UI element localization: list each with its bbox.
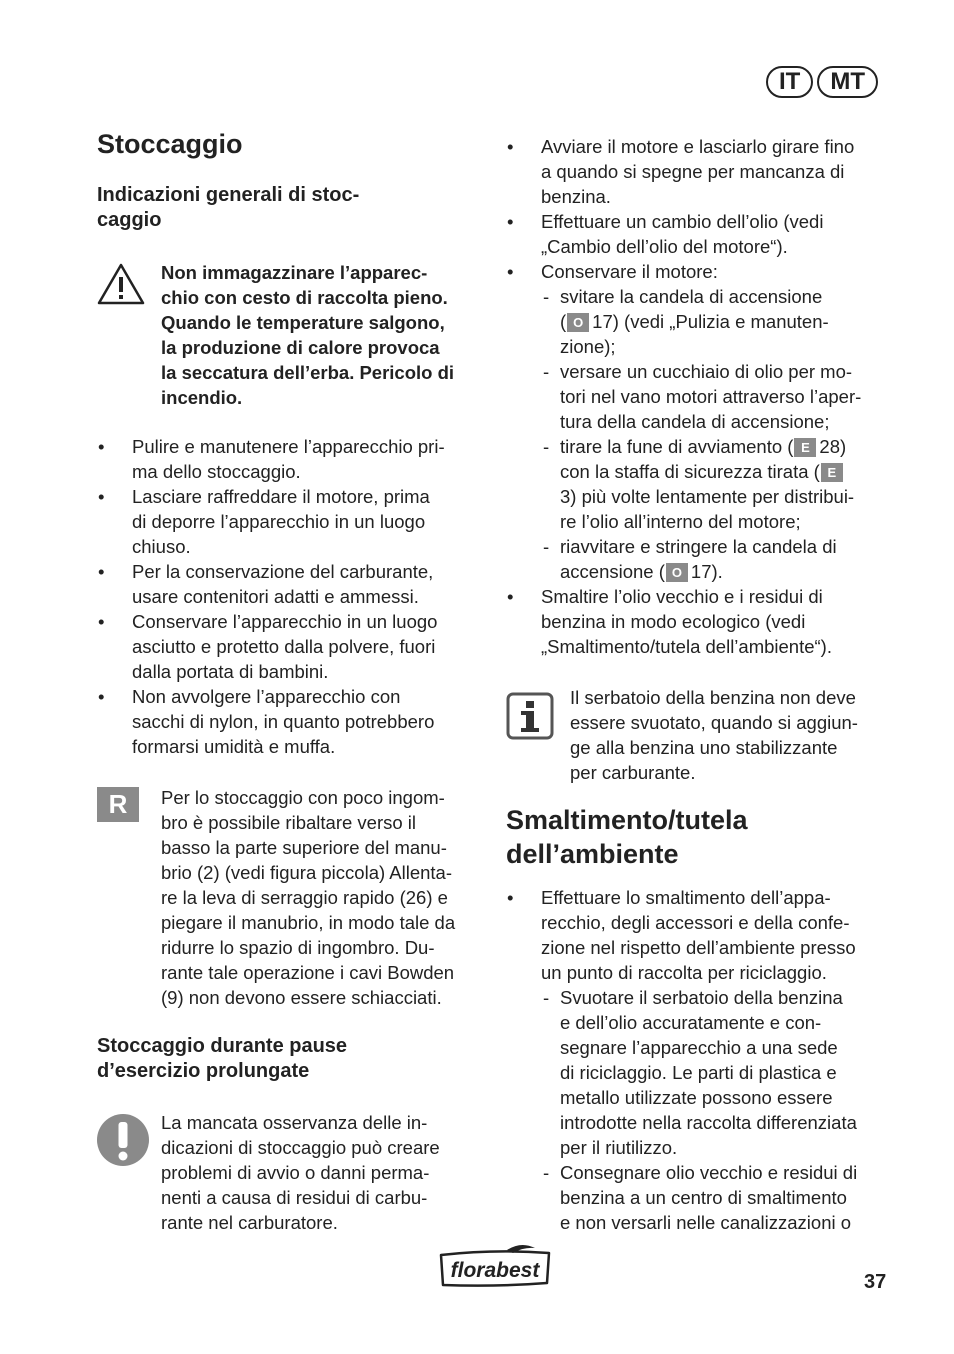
subsection-long-pause: Stoccaggio durante pause d’esercizio prolungate [97, 1035, 348, 1082]
list-item: • Smaltire l’olio vecchio e i residui di benzina in modo ecologico (vedi „Smaltimento/tutela dell’ambiente“). [506, 584, 906, 659]
section-title-disposal: Smaltimento/tutela dell’ambiente [506, 805, 748, 869]
sub-list-item: - Svuotare il serbatoio della benzina e dell’olio accuratamente e con- segnare l’apparecchio a una sede di riciclaggio. Le parti di plastica e metallo utilizzate possono essere introdotte nella raccolta differenziata per il riutilizzo. [541, 985, 906, 1160]
list-item: • Non avvolgere l’apparecchio con sacchi di nylon, in quanto potrebbero formarsi umidità e muffa. [97, 684, 487, 759]
engine-sub-list [541, 284, 906, 584]
tip-text: Per lo stoccaggio con poco ingom- bro è possibile ribaltare verso il basso la parte superiore del manu- brio (2) (vedi figura piccola) Allenta- re la leva di serraggio rapido (26) e piegare il manubrio, in modo tale da ridurre lo spazio di ingombro. Du- rante tale operazione i cavi Bowden (9) non devono essere schiacciati. [161, 787, 456, 1008]
list-item: • Effettuare un cambio dell’olio (vedi „Cambio dell’olio del motore“). [506, 209, 906, 259]
disposal-bullet-list [506, 885, 906, 1235]
list-item: • Avviare il motore e lasciarlo girare fino a quando si spegne per mancanza di benzina. [506, 134, 906, 209]
florabest-logo [437, 1243, 553, 1296]
figure-ref-badge: O [567, 313, 589, 332]
sub-list-item: - versare un cucchiaio di olio per mo- tori nel vano motori attraverso l’aper- tura della candela di accensione; [541, 359, 906, 434]
info-text: Il serbatoio della benzina non deve essere svuotato, quando si aggiun- ge alla benzina uno stabilizzante per carburante. [570, 687, 858, 783]
list-item: • Per la conservazione del carburante, usare contenitori adatti e ammessi. [97, 559, 487, 609]
r-tip-icon: R [97, 787, 139, 822]
list-item: • Effettuare lo smaltimento dell’appa- recchio, degli accessori e della confe- zione nel rispetto dell’ambiente presso un punto di raccolta per riciclaggio. - Svuotare il serbatoio della benzina e dell’olio accuratamente e con- segnare l’apparecchio a una sede di riciclaggio. Le parti di plastica e metallo utilizzate possono essere introdotte nella raccolta differenziata per il riutilizzo. - Consegnare olio vecchio e residui di benzina a un centro di smaltimento e non versarli nelle canalizzazioni o [506, 885, 906, 1235]
warning-triangle-icon [97, 262, 145, 311]
lang-it: IT [766, 66, 813, 98]
list-item: • Conservare l’apparecchio in un luogo asciutto e protetto dalla polvere, fuori dalla portata di bambini. [97, 609, 487, 684]
figure-ref-badge: O [666, 563, 688, 582]
list-item-label: Conservare il motore: [541, 261, 718, 282]
sub-list-item: - svitare la candela di accensione ( O 17) (vedi „Pulizia e manuten- zione); [541, 284, 906, 359]
figure-ref-badge: E [821, 463, 843, 482]
language-tags [766, 66, 878, 98]
list-item: • Lasciare raffreddare il motore, prima di deporre l’apparecchio in un luogo chiuso. [97, 484, 487, 559]
section-title-stoccaggio: Stoccaggio [97, 129, 243, 159]
caution-exclamation-icon [96, 1113, 150, 1172]
subsection-general: Indicazioni generali di stoc- caggio [97, 184, 360, 231]
sub-list-item: - Consegnare olio vecchio e residui di benzina a un centro di smaltimento e non versarli nelle canalizzazioni o [541, 1160, 906, 1235]
caution-text: La mancata osservanza delle in- dicazioni di stoccaggio può creare problemi di avvio o danni perma- nenti a causa di residui di carbu- rante nel carburatore. [161, 1112, 440, 1233]
list-item [506, 259, 906, 584]
info-icon [506, 692, 554, 745]
warning-text: Non immagazzinare l’apparec- chio con cesto di raccolta pieno. Quando le temperature salgono, la produzione di calore provoca la seccatura dell’erba. Pericolo di incendio. [161, 262, 455, 408]
storage-bullet-list [97, 434, 487, 759]
svg-text:florabest: florabest [450, 1259, 540, 1282]
sub-list-item: - riavvitare e stringere la candela di accensione ( O 17). [541, 534, 906, 584]
lang-mt: MT [817, 66, 878, 98]
list-item: • Pulire e manutenere l’apparecchio pri- ma dello stoccaggio. [97, 434, 487, 484]
disposal-sub-list [541, 985, 906, 1235]
page-number: 37 [864, 1271, 887, 1293]
sub-list-item: - tirare la fune di avviamento ( E 28) con la staffa di sicurezza tirata ( E 3) più volte lentamente per distribui- re l’olio all’interno del motore; [541, 434, 906, 534]
engine-bullet-list [506, 134, 906, 659]
figure-ref-badge: E [794, 438, 816, 457]
